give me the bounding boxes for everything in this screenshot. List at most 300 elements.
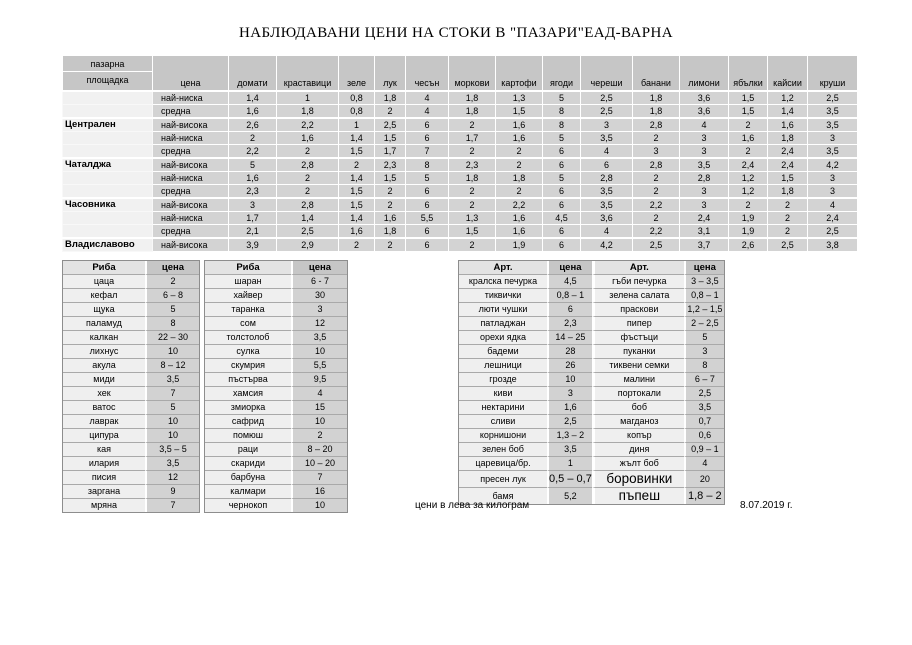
- price-cell: 2,6: [229, 118, 277, 132]
- price-cell: 1,6: [375, 212, 406, 225]
- product-header: ягоди: [543, 56, 581, 92]
- price-cell: 1,6: [229, 105, 277, 119]
- price-cell: 3: [808, 185, 858, 199]
- art-name: тиквени семки: [592, 359, 684, 373]
- price-cell: 2,5: [633, 238, 680, 252]
- price-type-label: най-ниска: [153, 172, 229, 185]
- price-cell: 6: [406, 132, 449, 145]
- art-name: грозде: [459, 373, 547, 387]
- art-price: 14 – 25: [547, 331, 592, 345]
- prices-table-header: [63, 56, 858, 92]
- fish-price: 3: [291, 303, 347, 317]
- price-cell: 1: [277, 91, 339, 105]
- market-name: [63, 91, 153, 105]
- price-cell: 2: [339, 158, 375, 172]
- product-header: моркови: [449, 56, 496, 92]
- corner-header-line: площадка: [86, 75, 129, 85]
- price-cell: 1,6: [768, 118, 808, 132]
- price-cell: 6: [543, 198, 581, 212]
- price-type-label: най-ниска: [153, 91, 229, 105]
- price-cell: 2: [277, 185, 339, 199]
- price-cell: 1,7: [449, 132, 496, 145]
- price-cell: 2: [375, 238, 406, 252]
- fish-name: скариди: [205, 457, 291, 471]
- price-cell: 1,8: [768, 132, 808, 145]
- price-cell: 2: [449, 185, 496, 199]
- art-price: 0,6: [684, 429, 724, 443]
- price-cell: 1,5: [339, 198, 375, 212]
- fish-price: 15: [291, 401, 347, 415]
- price-cell: 4: [808, 198, 858, 212]
- price-cell: 2: [375, 185, 406, 199]
- price-type-label: средна: [153, 225, 229, 239]
- price-column-header: цена: [291, 261, 347, 275]
- market-name: [63, 225, 153, 239]
- price-cell: 2,4: [808, 212, 858, 225]
- price-cell: 2: [277, 172, 339, 185]
- price-cell: 2,4: [768, 145, 808, 159]
- fish-price: 10 – 20: [291, 457, 347, 471]
- price-cell: 1,8: [375, 91, 406, 105]
- art-name: портокали: [592, 387, 684, 401]
- price-cell: 2,3: [375, 158, 406, 172]
- product-header: зеле: [339, 56, 375, 92]
- fish-price: 3,5 – 5: [145, 443, 199, 457]
- price-cell: 2,8: [633, 158, 680, 172]
- market-name: [63, 172, 153, 185]
- price-cell: 8: [543, 105, 581, 119]
- fish-price: 7: [145, 387, 199, 401]
- fish-name: писия: [63, 471, 145, 485]
- price-cell: 8: [406, 158, 449, 172]
- price-cell: 2: [449, 198, 496, 212]
- market-name: [63, 185, 153, 199]
- price-cell: 1,6: [277, 132, 339, 145]
- price-cell: 1,8: [449, 172, 496, 185]
- price-cell: 2,8: [633, 118, 680, 132]
- fish-name: калкан: [63, 331, 145, 345]
- art-price: 0,8 – 1: [547, 289, 592, 303]
- art-price: 8: [684, 359, 724, 373]
- fish-price: 9,5: [291, 373, 347, 387]
- price-cell: 4: [581, 145, 633, 159]
- fish-price: 22 – 30: [145, 331, 199, 345]
- art-price: 0,7: [684, 415, 724, 429]
- price-cell: 1,4: [339, 132, 375, 145]
- price-cell: 4: [680, 118, 729, 132]
- fish-table-1: [62, 260, 200, 513]
- price-cell: 6: [581, 158, 633, 172]
- price-cell: 3,5: [680, 158, 729, 172]
- fish-price: 3,5: [145, 457, 199, 471]
- art-name: бадеми: [459, 345, 547, 359]
- art-price: 3: [547, 387, 592, 401]
- art-name: патладжан: [459, 317, 547, 331]
- price-cell: 2: [449, 238, 496, 252]
- art-name: пуканки: [592, 345, 684, 359]
- fish-name: паламуд: [63, 317, 145, 331]
- fish-name: сулка: [205, 345, 291, 359]
- art-name: диня: [592, 443, 684, 457]
- price-cell: 1,5: [375, 172, 406, 185]
- price-cell: 3,6: [680, 105, 729, 119]
- art-name: малини: [592, 373, 684, 387]
- fish-price: 5,5: [291, 359, 347, 373]
- price-cell: 1,5: [375, 132, 406, 145]
- price-cell: 3: [680, 185, 729, 199]
- art-column-header: цена: [684, 261, 724, 275]
- fish-column-header: Риба: [63, 261, 145, 275]
- art-name: зелена салата: [592, 289, 684, 303]
- price-cell: 4: [581, 225, 633, 239]
- price-cell: 3,6: [581, 212, 633, 225]
- fish-price: 10: [291, 345, 347, 359]
- price-cell: 3,7: [680, 238, 729, 252]
- prices-table: [62, 55, 858, 252]
- price-cell: 1,2: [729, 185, 768, 199]
- fish-name: илария: [63, 457, 145, 471]
- price-cell: 1,6: [496, 212, 543, 225]
- art-price: 0,9 – 1: [684, 443, 724, 457]
- market-column-header: [63, 56, 153, 92]
- price-cell: 1,5: [729, 91, 768, 105]
- art-price: 6 – 7: [684, 373, 724, 387]
- price-cell: 4,2: [581, 238, 633, 252]
- fish-name: чернокоп: [205, 499, 291, 512]
- price-cell: 1,9: [496, 238, 543, 252]
- price-cell: 2,5: [581, 105, 633, 119]
- art-price: 1,6: [547, 401, 592, 415]
- price-cell: 1,6: [339, 225, 375, 239]
- market-name: [63, 132, 153, 145]
- art-column-header: Арт.: [592, 261, 684, 275]
- price-cell: 1,8: [633, 105, 680, 119]
- fish-name: кефал: [63, 289, 145, 303]
- price-cell: 1,8: [277, 105, 339, 119]
- price-cell: 3: [680, 145, 729, 159]
- fish-name: ципура: [63, 429, 145, 443]
- price-column-header: цена: [145, 261, 199, 275]
- price-cell: 2,3: [229, 185, 277, 199]
- price-cell: 1,5: [339, 145, 375, 159]
- price-cell: 5: [229, 158, 277, 172]
- art-price: 2 – 2,5: [684, 317, 724, 331]
- price-cell: 2,5: [768, 238, 808, 252]
- price-cell: 5: [543, 132, 581, 145]
- price-cell: 2,8: [680, 172, 729, 185]
- fish-price: 7: [145, 499, 199, 512]
- fish-table-1-body: [63, 261, 199, 512]
- product-header: лимони: [680, 56, 729, 92]
- page-title: НАБЛЮДАВАНИ ЦЕНИ НА СТОКИ В "ПАЗАРИ"ЕАД-ВАРНА: [239, 25, 673, 41]
- art-name: тиквички: [459, 289, 547, 303]
- price-cell: 2: [633, 185, 680, 199]
- price-cell: 6: [543, 158, 581, 172]
- art-price: 1,2 – 1,5: [684, 303, 724, 317]
- price-cell: 2,8: [277, 198, 339, 212]
- fish-table-2: [204, 260, 348, 513]
- market-name: Чаталджа: [63, 158, 153, 172]
- fish-name: заргана: [63, 485, 145, 499]
- price-cell: 2,8: [277, 158, 339, 172]
- fish-price: 16: [291, 485, 347, 499]
- fish-name: сафрид: [205, 415, 291, 429]
- price-cell: 3: [229, 198, 277, 212]
- price-cell: 2: [496, 145, 543, 159]
- fish-price: 2: [291, 429, 347, 443]
- price-cell: 1,5: [729, 105, 768, 119]
- market-name: Владиславово: [63, 238, 153, 252]
- price-cell: 1,4: [277, 212, 339, 225]
- fish-price: 4: [291, 387, 347, 401]
- art-name: пипер: [592, 317, 684, 331]
- fish-name: хамсия: [205, 387, 291, 401]
- price-cell: 1,9: [729, 212, 768, 225]
- price-cell: 2,9: [277, 238, 339, 252]
- fish-price: 12: [145, 471, 199, 485]
- price-cell: 1,6: [496, 118, 543, 132]
- fish-price: 6 - 7: [291, 275, 347, 289]
- price-cell: 2: [633, 132, 680, 145]
- price-type-label: най-висока: [153, 118, 229, 132]
- price-cell: 2,1: [229, 225, 277, 239]
- art-column-header: Арт.: [459, 261, 547, 275]
- fish-name: щука: [63, 303, 145, 317]
- art-name: копър: [592, 429, 684, 443]
- price-cell: 2: [496, 185, 543, 199]
- art-price: 5,2: [547, 488, 592, 504]
- art-name: боровинки: [592, 471, 684, 488]
- fish-name: хайвер: [205, 289, 291, 303]
- price-cell: 1,8: [449, 105, 496, 119]
- fish-price: 3,5: [145, 373, 199, 387]
- fish-price: 3,5: [291, 331, 347, 345]
- fish-price: 12: [291, 317, 347, 331]
- fish-name: помюш: [205, 429, 291, 443]
- price-cell: 3,8: [808, 238, 858, 252]
- fish-price: 5: [145, 401, 199, 415]
- fish-name: калмари: [205, 485, 291, 499]
- price-cell: 2,2: [633, 198, 680, 212]
- price-cell: 4,2: [808, 158, 858, 172]
- price-type-column-header: цена: [153, 56, 229, 92]
- price-cell: 2: [496, 158, 543, 172]
- art-column-header: цена: [547, 261, 592, 275]
- art-price: 3,5: [684, 401, 724, 415]
- price-type-label: най-висока: [153, 198, 229, 212]
- price-cell: 5: [543, 172, 581, 185]
- fish-name: барбуна: [205, 471, 291, 485]
- price-cell: 5: [406, 172, 449, 185]
- art-price: 2,5: [684, 387, 724, 401]
- art-name: праскови: [592, 303, 684, 317]
- price-cell: 1,6: [496, 225, 543, 239]
- product-header: кайсии: [768, 56, 808, 92]
- price-cell: 3: [808, 172, 858, 185]
- fish-price: 2: [145, 275, 199, 289]
- art-name: зелен боб: [459, 443, 547, 457]
- price-cell: 1,4: [768, 105, 808, 119]
- price-type-label: средна: [153, 185, 229, 199]
- product-header: домати: [229, 56, 277, 92]
- art-name: фъстъци: [592, 331, 684, 345]
- price-cell: 2,4: [680, 212, 729, 225]
- fish-name: толстолоб: [205, 331, 291, 345]
- price-cell: 1,9: [729, 225, 768, 239]
- price-cell: 2,5: [375, 118, 406, 132]
- price-cell: 7: [406, 145, 449, 159]
- fish-name: миди: [63, 373, 145, 387]
- price-cell: 1,6: [496, 132, 543, 145]
- fish-name: шаран: [205, 275, 291, 289]
- art-name: орехи ядка: [459, 331, 547, 345]
- price-cell: 2: [768, 212, 808, 225]
- price-type-label: средна: [153, 145, 229, 159]
- fish-price: 9: [145, 485, 199, 499]
- price-cell: 3,5: [808, 105, 858, 119]
- art-price: 4: [684, 457, 724, 471]
- art-price: 28: [547, 345, 592, 359]
- price-cell: 4: [406, 91, 449, 105]
- price-cell: 3: [633, 145, 680, 159]
- fish-price: 30: [291, 289, 347, 303]
- price-cell: 2,5: [581, 91, 633, 105]
- price-cell: 6: [406, 225, 449, 239]
- price-cell: 3,5: [808, 145, 858, 159]
- price-cell: 6: [406, 198, 449, 212]
- price-cell: 2: [277, 145, 339, 159]
- price-cell: 2,3: [449, 158, 496, 172]
- price-cell: 0,8: [339, 91, 375, 105]
- price-cell: 1,8: [768, 185, 808, 199]
- market-name: Централен: [63, 118, 153, 132]
- price-cell: 2: [729, 145, 768, 159]
- price-type-label: най-ниска: [153, 212, 229, 225]
- price-cell: 6: [543, 238, 581, 252]
- fish-price: 10: [145, 429, 199, 443]
- product-header: круши: [808, 56, 858, 92]
- product-header: банани: [633, 56, 680, 92]
- fish-price: 8 – 20: [291, 443, 347, 457]
- fish-name: таранка: [205, 303, 291, 317]
- art-price: 6: [547, 303, 592, 317]
- price-cell: 1,8: [375, 225, 406, 239]
- prices-table-body: [63, 91, 858, 252]
- price-cell: 4,5: [543, 212, 581, 225]
- price-cell: 2,6: [729, 238, 768, 252]
- price-cell: 2,2: [229, 145, 277, 159]
- price-cell: 2: [375, 198, 406, 212]
- price-cell: 2,2: [277, 118, 339, 132]
- art-price: 3,5: [547, 443, 592, 457]
- price-cell: 1,7: [375, 145, 406, 159]
- price-cell: 2,2: [633, 225, 680, 239]
- fish-price: 8: [145, 317, 199, 331]
- price-cell: 1,2: [729, 172, 768, 185]
- market-name: [63, 105, 153, 119]
- price-cell: 0,8: [339, 105, 375, 119]
- price-cell: 1,4: [339, 172, 375, 185]
- product-header: краставици: [277, 56, 339, 92]
- price-cell: 3,5: [581, 185, 633, 199]
- price-cell: 1,3: [449, 212, 496, 225]
- price-cell: 6: [543, 185, 581, 199]
- price-cell: 1,8: [633, 91, 680, 105]
- price-cell: 2,2: [496, 198, 543, 212]
- art-name: корнишони: [459, 429, 547, 443]
- art-name: царевица/бр.: [459, 457, 547, 471]
- product-header: чесън: [406, 56, 449, 92]
- art-price: 4,5: [547, 275, 592, 289]
- art-price: 3: [684, 345, 724, 359]
- price-cell: 1,4: [339, 212, 375, 225]
- art-price: 0,5 – 0,7: [547, 471, 592, 488]
- art-price: 1,3 – 2: [547, 429, 592, 443]
- fish-price: 10: [291, 415, 347, 429]
- product-header: лук: [375, 56, 406, 92]
- report-date: 8.07.2019 г.: [740, 500, 793, 511]
- price-cell: 3,1: [680, 225, 729, 239]
- fish-price: 10: [145, 345, 199, 359]
- fish-price: 5: [145, 303, 199, 317]
- price-cell: 2,5: [808, 225, 858, 239]
- unit-note: цени в лева за килограм: [415, 500, 530, 511]
- produce-table-body: [459, 261, 724, 504]
- price-cell: 2: [449, 145, 496, 159]
- price-cell: 3: [808, 132, 858, 145]
- art-name: кралска печурка: [459, 275, 547, 289]
- price-cell: 3: [581, 118, 633, 132]
- price-cell: 2: [768, 198, 808, 212]
- price-cell: 2,5: [808, 91, 858, 105]
- art-price: 10: [547, 373, 592, 387]
- price-cell: 1: [339, 118, 375, 132]
- fish-name: акула: [63, 359, 145, 373]
- fish-name: змиорка: [205, 401, 291, 415]
- price-cell: 1,4: [229, 91, 277, 105]
- art-price: 0,8 – 1: [684, 289, 724, 303]
- fish-price: 6 – 8: [145, 289, 199, 303]
- price-cell: 6: [406, 118, 449, 132]
- price-type-label: най-ниска: [153, 132, 229, 145]
- art-price: 5: [684, 331, 724, 345]
- fish-price: 7: [291, 471, 347, 485]
- fish-name: кая: [63, 443, 145, 457]
- fish-name: лаврак: [63, 415, 145, 429]
- fish-name: пъстърва: [205, 373, 291, 387]
- price-cell: 3,5: [581, 198, 633, 212]
- art-name: сливи: [459, 415, 547, 429]
- art-name: гъби печурка: [592, 275, 684, 289]
- market-name: [63, 212, 153, 225]
- art-price: 26: [547, 359, 592, 373]
- price-cell: 1,7: [229, 212, 277, 225]
- art-name: лешници: [459, 359, 547, 373]
- fish-name: мряна: [63, 499, 145, 512]
- art-name: нектарини: [459, 401, 547, 415]
- product-header: череши: [581, 56, 633, 92]
- price-cell: 1,5: [449, 225, 496, 239]
- price-cell: 1,8: [496, 172, 543, 185]
- art-name: боб: [592, 401, 684, 415]
- fish-name: раци: [205, 443, 291, 457]
- price-cell: 2: [729, 198, 768, 212]
- price-cell: 6: [543, 225, 581, 239]
- price-cell: 2: [375, 105, 406, 119]
- art-price: 2,5: [547, 415, 592, 429]
- market-name: Часовника: [63, 198, 153, 212]
- art-price: 1: [547, 457, 592, 471]
